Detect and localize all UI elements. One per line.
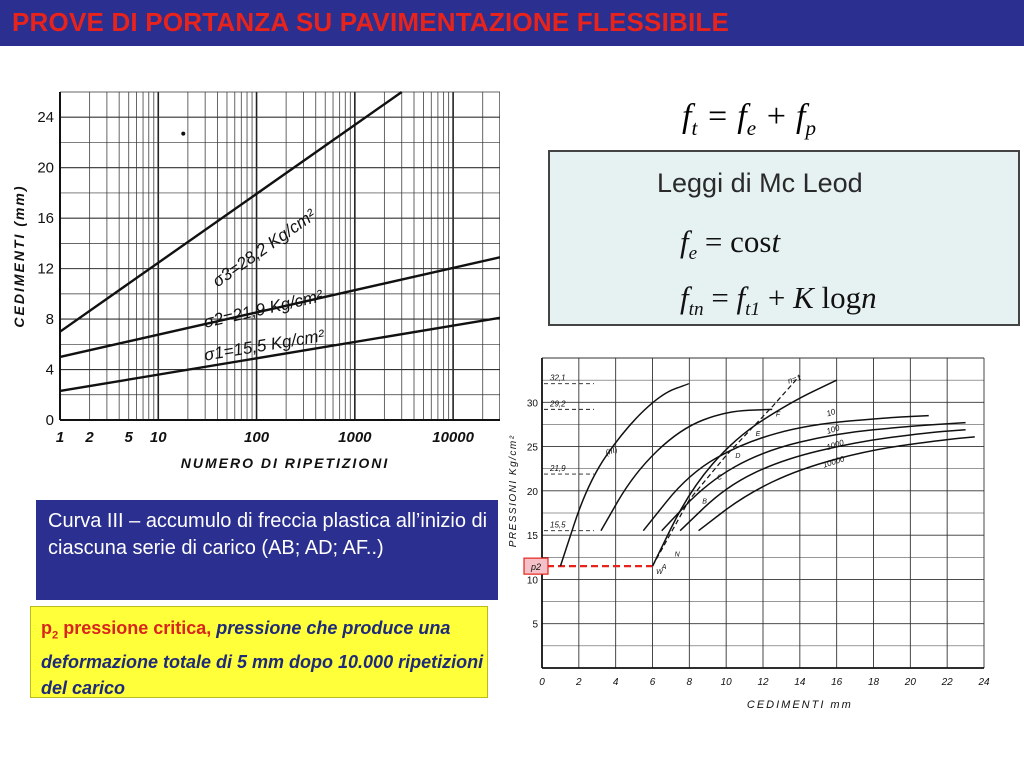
- x-tick-label: 10: [720, 677, 732, 688]
- x-tick-label: 100: [244, 429, 270, 446]
- y-tick-label: 24: [37, 109, 54, 127]
- y-tick-label: 20: [37, 159, 54, 177]
- series-line: [662, 423, 966, 531]
- curva-iii-text: Curva III – accumulo di freccia plastica all’inizio di ciascuna serie di carico (AB; AD; AF..): [48, 510, 488, 559]
- formula-operator: =: [705, 98, 729, 135]
- series-label: σ2=21,9 Kg/cm²: [201, 286, 325, 332]
- y-tick-label: 16: [37, 210, 54, 228]
- x-tick-label: 8: [686, 677, 693, 688]
- x-tick-label: 1: [55, 429, 65, 446]
- series-line: [680, 430, 965, 531]
- formula-symbol: f: [680, 280, 689, 315]
- x-axis-title: NUMERO DI RIPETIZIONI: [180, 455, 390, 471]
- p2-critical-label: pressione critica,: [58, 618, 212, 638]
- critical-pressure-label: p2: [530, 562, 542, 573]
- ink-dot: [181, 132, 185, 136]
- series-label: 10: [825, 407, 837, 419]
- x-tick-label: 24: [978, 677, 990, 688]
- x-tick-label: 6: [649, 677, 656, 688]
- p2-definition: pressione che produce una deformazione totale di 5 mm dopo 10.000 ripetizioni del carico: [41, 618, 484, 698]
- point-label: A: [661, 563, 667, 571]
- x-tick-label: 2: [576, 677, 582, 688]
- mcleod-box: [548, 150, 1020, 326]
- series-line: [601, 409, 772, 530]
- formula-total-deformation: [682, 98, 816, 141]
- formula-operator: =: [711, 280, 729, 315]
- point-label: C: [716, 474, 723, 482]
- formula-elastic: [680, 224, 780, 265]
- x-tick-label: 0: [539, 677, 545, 688]
- series-line: [643, 416, 928, 531]
- x-tick-label: 5: [124, 429, 133, 446]
- point-label: B: [702, 498, 707, 506]
- series-label: σ3=28,2 Kg/cm²: [208, 205, 320, 291]
- series-label: n=1: [786, 372, 803, 386]
- title-bar: [0, 0, 1024, 46]
- pressure-level-label: 32,1: [550, 373, 566, 383]
- x-tick-label: 14: [794, 677, 806, 688]
- formula-symbol: f: [737, 98, 747, 135]
- formula-operator: +: [764, 98, 788, 135]
- point-label: E: [755, 430, 761, 438]
- formula-operator: =: [704, 224, 723, 259]
- chart-cedimenti-ripetizioni: [0, 80, 500, 472]
- y-tick-label: 10: [526, 575, 538, 587]
- point-label: W: [656, 569, 663, 577]
- formula-symbol: n: [861, 280, 877, 315]
- formula-subscript: e: [746, 115, 757, 140]
- x-tick-label: 2: [85, 429, 94, 446]
- formula-symbol: f: [736, 280, 746, 315]
- page-title: PROVE DI PORTANZA SU PAVIMENTAZIONE FLESSIBILE: [12, 7, 730, 37]
- y-tick-label: 4: [45, 361, 54, 379]
- formula-subscript: tn: [688, 299, 704, 321]
- p2-note-text: [41, 615, 487, 701]
- x-tick-label: 16: [831, 677, 843, 688]
- series-label: (III): [604, 445, 619, 458]
- point-label: N: [674, 551, 680, 559]
- x-tick-label: 12: [757, 677, 769, 688]
- x-axis-title: CEDIMENTI mm: [746, 699, 853, 711]
- formula-symbol: t: [771, 224, 781, 259]
- p2-note-box: [30, 606, 488, 698]
- formula-subscript: t1: [745, 299, 761, 321]
- curva-iii-box: [36, 500, 498, 600]
- formula-plastic: [680, 280, 877, 321]
- formula-function: cos: [730, 224, 772, 259]
- y-tick-label: 12: [37, 260, 54, 278]
- pressure-level-label: 21,9: [550, 464, 566, 474]
- p2-subscript: 2: [52, 629, 59, 642]
- y-axis-title: PRESSIONI Kg/cm²: [508, 434, 519, 548]
- chart-pressioni-cedimenti: [504, 346, 1004, 718]
- series-line: [653, 380, 837, 566]
- formula-subscript: p: [805, 115, 817, 140]
- x-tick-label: 20: [904, 677, 916, 688]
- y-tick-label: 0: [45, 412, 54, 429]
- formula-symbol: f: [682, 98, 692, 135]
- point-label: F: [775, 411, 781, 419]
- pressure-level-label: 15,5: [550, 520, 566, 530]
- mcleod-title: Leggi di Mc Leod: [657, 168, 863, 198]
- series-label: σ1=15,5 Kg/cm²: [202, 326, 326, 365]
- x-tick-label: 10: [149, 429, 167, 446]
- series-label: 100: [825, 423, 841, 437]
- series-line: [560, 384, 689, 566]
- series-label: 10000: [821, 454, 846, 470]
- x-tick-label: 22: [941, 677, 953, 688]
- formula-subscript: t: [691, 115, 698, 140]
- pressure-level-label: 29,2: [550, 399, 566, 409]
- y-tick-label: 8: [45, 311, 54, 329]
- x-tick-label: 1000: [338, 429, 372, 446]
- point-label: D: [735, 453, 741, 461]
- p2-symbol: p: [41, 618, 52, 638]
- formula-subscript: e: [688, 243, 698, 265]
- formula-function: log: [821, 280, 862, 315]
- series-line: [60, 318, 500, 391]
- x-tick-label: 4: [612, 677, 619, 688]
- formula-symbol: f: [796, 98, 806, 135]
- formula-symbol: f: [680, 224, 689, 259]
- formula-symbol: K: [793, 280, 814, 315]
- x-tick-label: 10000: [432, 429, 474, 446]
- y-tick-label: 25: [526, 442, 538, 454]
- y-tick-label: 15: [526, 531, 538, 543]
- y-tick-label: 20: [526, 486, 538, 498]
- y-tick-label: 5: [532, 619, 538, 631]
- formula-operator: +: [767, 280, 786, 315]
- y-axis-title: CEDIMENTI (mm): [11, 184, 27, 328]
- y-tick-label: 30: [526, 398, 538, 410]
- series-label: 1000: [825, 437, 846, 453]
- x-tick-label: 18: [867, 677, 880, 688]
